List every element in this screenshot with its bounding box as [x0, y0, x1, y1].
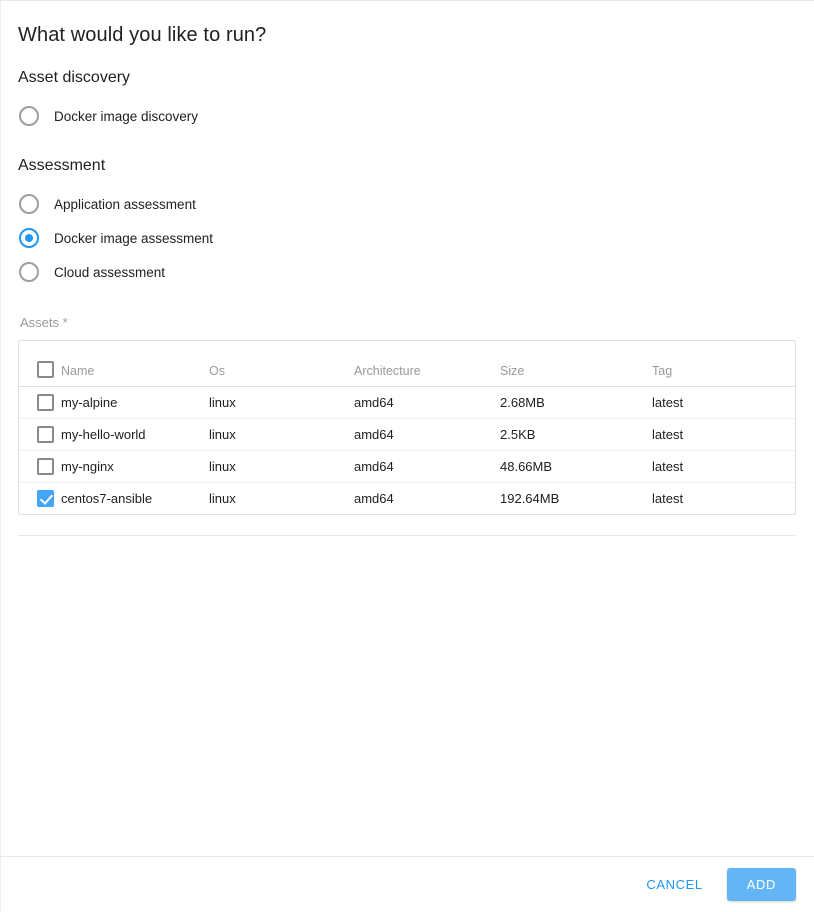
cell-architecture: amd64	[354, 387, 500, 419]
radio-label-docker-image-discovery: Docker image discovery	[54, 108, 199, 124]
cell-architecture: amd64	[354, 491, 394, 507]
dialog-footer	[0, 856, 814, 912]
cell-name: my-nginx	[61, 451, 209, 483]
row-select-cell	[19, 483, 61, 515]
cell-architecture: amd64	[354, 419, 500, 451]
radio-option-docker-image-assessment[interactable]	[18, 221, 796, 255]
table-row[interactable]	[19, 451, 795, 483]
assets-field-label: Assets *	[20, 315, 68, 330]
cancel-button[interactable]: CANCEL	[636, 869, 712, 900]
cell-tag: latest	[652, 419, 795, 451]
cell-size: 192.64MB	[500, 491, 560, 507]
section-assessment	[18, 155, 796, 289]
section-title-assessment: Assessment	[18, 157, 106, 174]
select-all-cell	[19, 341, 61, 387]
assets-table-body	[19, 387, 795, 515]
dialog-blank-area	[0, 696, 814, 856]
radio-icon-cloud-assessment[interactable]	[19, 262, 39, 282]
cell-name: my-hello-world	[61, 419, 209, 451]
table-row[interactable]	[19, 387, 795, 419]
cell-name: my-alpine	[61, 387, 209, 419]
section-asset-discovery	[18, 67, 796, 133]
page-title: What would you like to run?	[18, 24, 267, 46]
radio-label-docker-image-assessment: Docker image assessment	[54, 230, 214, 246]
radio-label-application-assessment: Application assessment	[54, 196, 196, 212]
row-checkbox[interactable]	[37, 394, 54, 411]
cell-os: linux	[209, 387, 354, 419]
dialog-left-edge	[0, 0, 1, 912]
table-header-row	[19, 341, 795, 387]
add-button[interactable]: ADD	[727, 868, 796, 901]
cell-size: 2.68MB	[500, 387, 652, 419]
radio-icon-application-assessment[interactable]	[19, 194, 39, 214]
cell-architecture: amd64	[354, 451, 500, 483]
row-select-cell	[19, 419, 61, 451]
cell-os: linux	[209, 419, 354, 451]
column-header-size[interactable]: Size	[500, 341, 652, 387]
cell-tag: latest	[652, 387, 795, 419]
dialog-content	[0, 1, 814, 696]
assets-table-container	[18, 340, 796, 515]
row-checkbox[interactable]	[37, 490, 54, 507]
table-row[interactable]	[19, 483, 795, 515]
cell-os: linux	[209, 451, 354, 483]
assets-block	[18, 315, 796, 515]
row-select-cell	[19, 451, 61, 483]
cell-size: 48.66MB	[500, 451, 652, 483]
assets-table-head	[19, 341, 795, 387]
cell-tag: latest	[652, 491, 684, 507]
radio-option-cloud-assessment[interactable]	[18, 255, 796, 289]
column-header-tag[interactable]: Tag	[652, 341, 795, 387]
radio-label-cloud-assessment: Cloud assessment	[54, 264, 166, 280]
column-header-os[interactable]: Os	[209, 341, 354, 387]
column-header-architecture[interactable]: Architecture	[354, 341, 500, 387]
radio-icon-docker-image-discovery[interactable]	[19, 106, 39, 126]
cell-tag: latest	[652, 451, 795, 483]
column-header-name[interactable]: Name	[61, 341, 209, 387]
row-select-cell	[19, 387, 61, 419]
radio-icon-docker-image-assessment[interactable]	[19, 228, 39, 248]
row-checkbox[interactable]	[37, 426, 54, 443]
cell-size: 2.5KB	[500, 419, 652, 451]
cell-name: centos7-ansible	[61, 491, 153, 507]
cell-os: linux	[209, 491, 236, 507]
content-bottom-divider	[18, 535, 796, 536]
table-row[interactable]	[19, 419, 795, 451]
radio-option-application-assessment[interactable]	[18, 187, 796, 221]
assets-table	[19, 341, 795, 514]
section-title-asset-discovery: Asset discovery	[18, 69, 131, 86]
select-all-checkbox[interactable]	[37, 361, 54, 378]
radio-option-docker-image-discovery[interactable]	[18, 99, 796, 133]
row-checkbox[interactable]	[37, 458, 54, 475]
